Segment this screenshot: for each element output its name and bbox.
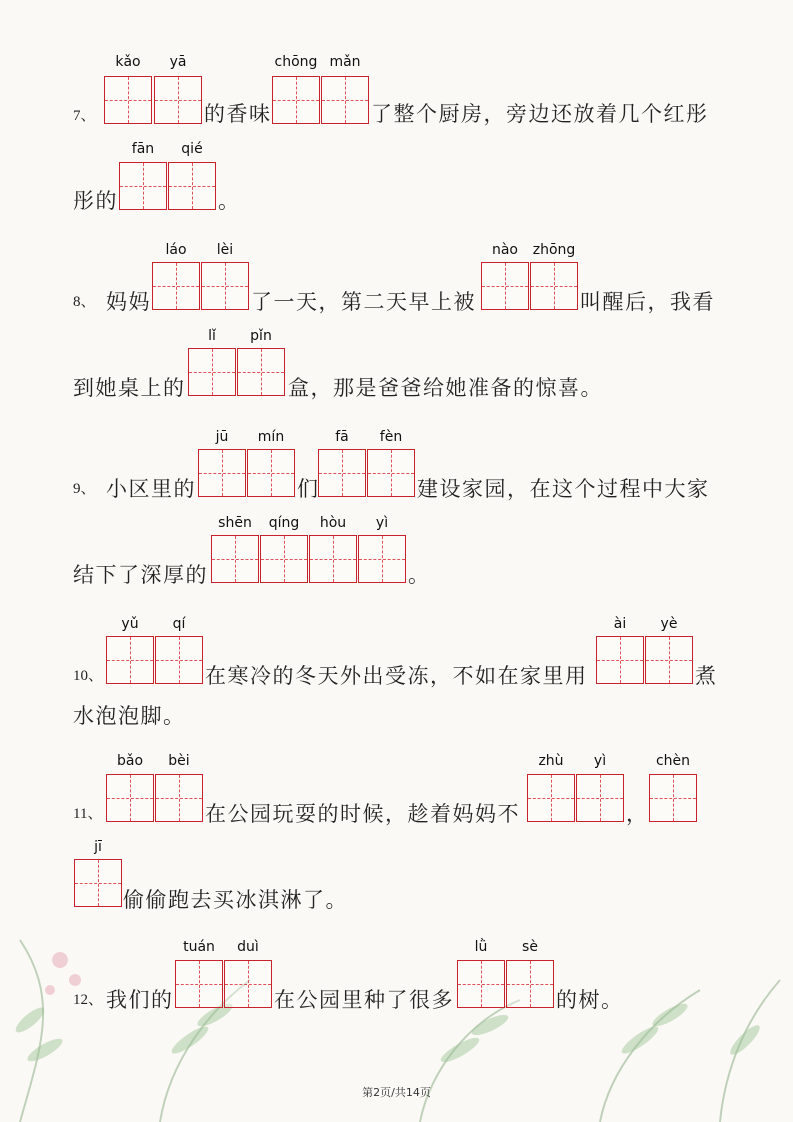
question-number: 8、 (73, 294, 96, 310)
pinyin: zhù (538, 753, 564, 769)
answer-box[interactable] (237, 348, 285, 396)
pinyin: lǜ (474, 939, 488, 955)
question-7-line-2 (0, 137, 793, 237)
question-text: 的树。 (556, 988, 624, 1012)
answer-box[interactable] (649, 774, 697, 822)
pinyin: nào (491, 242, 519, 258)
answer-box[interactable] (175, 960, 223, 1008)
answer-box[interactable] (645, 636, 693, 684)
question-11-line-2 (0, 836, 793, 936)
pinyin: hòu (319, 515, 347, 531)
question-text: 水泡泡脚。 (73, 704, 186, 728)
question-text: 叫醒后，我看 (580, 290, 715, 314)
pinyin: kǎo (115, 54, 141, 70)
answer-box[interactable] (321, 76, 369, 124)
pinyin: chèn (655, 753, 691, 769)
answer-box[interactable] (596, 636, 644, 684)
answer-box[interactable] (155, 636, 203, 684)
answer-box[interactable] (527, 774, 575, 822)
pinyin: zhōng (532, 242, 576, 258)
question-text: 彤的 (73, 189, 118, 213)
pinyin: mín (257, 429, 285, 445)
answer-box[interactable] (247, 449, 295, 497)
answer-box[interactable] (201, 262, 249, 310)
answer-box[interactable] (272, 76, 320, 124)
pinyin: tuán (183, 939, 215, 955)
answer-box[interactable] (106, 774, 154, 822)
answer-box[interactable] (211, 535, 259, 583)
answer-box[interactable] (152, 262, 200, 310)
pinyin: fā (335, 429, 349, 445)
pinyin: fèn (379, 429, 403, 445)
question-number: 11、 (73, 806, 103, 822)
question-text: 。 (408, 563, 431, 587)
question-text: 。 (218, 189, 241, 213)
question-number: 10、 (73, 668, 104, 684)
pinyin: láo (165, 242, 187, 258)
question-11-line-1 (0, 750, 793, 850)
pinyin: jī (94, 839, 102, 855)
pinyin: sè (522, 939, 538, 955)
pinyin: yì (593, 753, 607, 769)
question-text: 们 (297, 477, 320, 501)
pinyin: yǔ (121, 616, 139, 632)
question-text: 我们的 (106, 988, 174, 1012)
answer-box[interactable] (530, 262, 578, 310)
answer-box[interactable] (198, 449, 246, 497)
answer-box[interactable] (506, 960, 554, 1008)
question-12-line-1 (0, 936, 793, 1036)
answer-box[interactable] (224, 960, 272, 1008)
question-number: 9、 (73, 481, 96, 497)
question-text: 妈妈 (106, 290, 151, 314)
question-number: 7、 (73, 108, 96, 124)
answer-box[interactable] (155, 774, 203, 822)
question-text: 煮 (695, 664, 718, 688)
question-7-line-1 (0, 50, 793, 150)
question-number: 12、 (73, 992, 104, 1008)
page-footer: 第2页/共14页 (362, 1086, 431, 1099)
question-text: 了整个厨房，旁边还放着几个红彤 (371, 102, 709, 126)
pinyin: yì (375, 515, 389, 531)
answer-box[interactable] (260, 535, 308, 583)
pinyin: qí (172, 616, 186, 632)
answer-box[interactable] (188, 348, 236, 396)
question-9-line-1 (0, 425, 793, 525)
question-9-line-2 (0, 511, 793, 611)
pinyin: lǐ (208, 328, 216, 344)
question-text: 在寒冷的冬天外出受冻，不如在家里用 (205, 664, 588, 688)
answer-box[interactable] (457, 960, 505, 1008)
answer-box[interactable] (104, 76, 152, 124)
answer-box[interactable] (318, 449, 366, 497)
pinyin: yā (169, 54, 187, 70)
question-text: 偷偷跑去买冰淇淋了。 (123, 888, 348, 912)
pinyin: bèi (168, 753, 190, 769)
pinyin: fān (131, 141, 155, 157)
question-8-line-1 (0, 238, 793, 338)
question-text: 在公园里种了很多 (274, 988, 454, 1012)
answer-box[interactable] (119, 162, 167, 210)
pinyin: qié (181, 141, 203, 157)
pinyin: duì (237, 939, 259, 955)
question-text: 结下了深厚的 (73, 563, 208, 587)
answer-box[interactable] (106, 636, 154, 684)
answer-box[interactable] (576, 774, 624, 822)
question-text: 的香味 (204, 102, 272, 126)
answer-box[interactable] (154, 76, 202, 124)
question-text: 在公园玩耍的时候，趁着妈妈不 (205, 802, 520, 826)
pinyin: lèi (216, 242, 234, 258)
answer-box[interactable] (481, 262, 529, 310)
pinyin: pǐn (250, 328, 272, 344)
question-text: 建设家园，在这个过程中大家 (417, 477, 710, 501)
pinyin: jū (215, 429, 229, 445)
question-text: 盒，那是爸爸给她准备的惊喜。 (288, 376, 603, 400)
pinyin: yè (660, 616, 678, 632)
answer-box[interactable] (168, 162, 216, 210)
answer-box[interactable] (309, 535, 357, 583)
question-text: 了一天，第二天早上被 (251, 290, 476, 314)
pinyin: chōng (274, 54, 318, 70)
answer-box[interactable] (367, 449, 415, 497)
pinyin: bǎo (116, 753, 144, 769)
question-8-line-2 (0, 324, 793, 424)
pinyin: ài (613, 616, 627, 632)
pinyin: shēn (218, 515, 252, 531)
pinyin: qíng (268, 515, 300, 531)
question-text: 到她桌上的 (73, 376, 186, 400)
answer-box[interactable] (358, 535, 406, 583)
answer-box[interactable] (74, 859, 122, 907)
question-text: ， (626, 802, 649, 826)
pinyin: mǎn (329, 54, 361, 70)
question-text: 小区里的 (106, 477, 196, 501)
